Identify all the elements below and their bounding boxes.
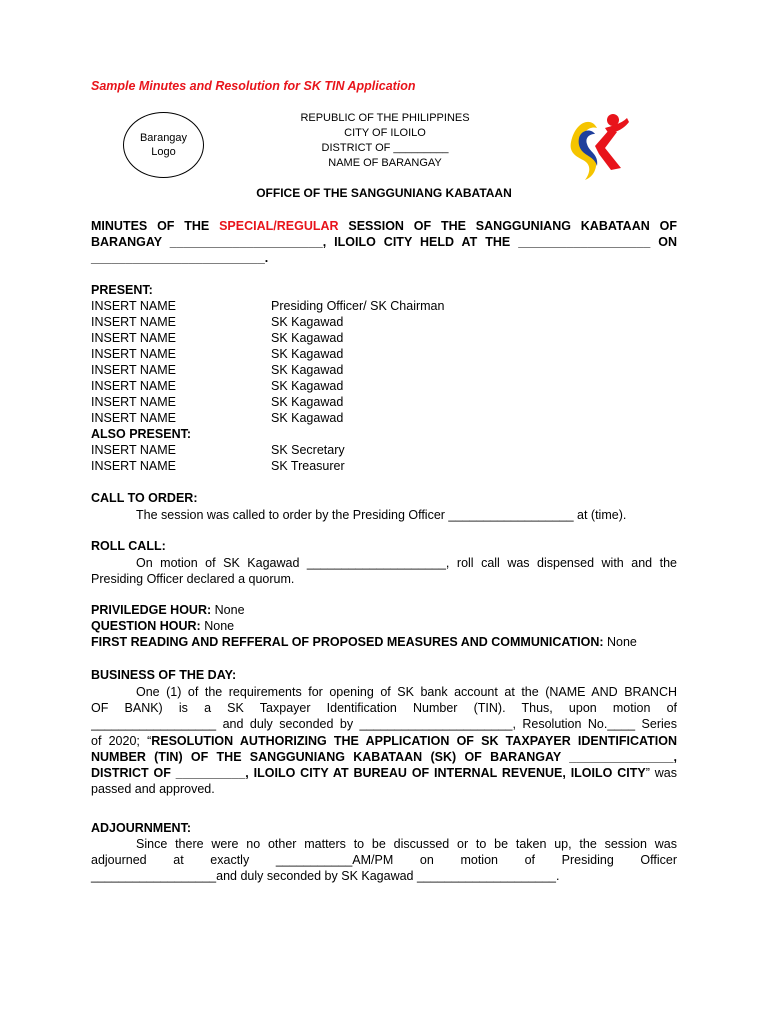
- business-line-6: [91, 765, 677, 781]
- attendee-role: SK Kagawad: [271, 347, 344, 361]
- call-to-order-text: [91, 507, 677, 523]
- header-republic: REPUBLIC OF THE PHILIPPINES: [300, 112, 470, 124]
- attendee-name: INSERT NAME: [91, 395, 176, 409]
- sk-logo-icon: [565, 102, 633, 188]
- question-hour-label: QUESTION HOUR:: [91, 619, 201, 634]
- hours-section: [91, 602, 677, 651]
- attendee-role: SK Kagawad: [271, 363, 344, 377]
- attendee-name: INSERT NAME: [91, 363, 176, 377]
- header-district: DISTRICT OF _________: [321, 142, 449, 154]
- business-text: [91, 684, 677, 797]
- minutes-word: KABATAAN: [580, 219, 650, 233]
- header-city: CITY OF ILOILO: [344, 127, 426, 139]
- business-line-1: One (1) of the requirements for opening of SK bank account at the (NAME AND BRANCH: [136, 685, 677, 699]
- minutes-word: MINUTES: [91, 219, 148, 233]
- attendee-row: [91, 362, 677, 378]
- attendee-name: INSERT NAME: [91, 443, 176, 457]
- attendee-role: SK Kagawad: [271, 411, 344, 425]
- attendee-role: SK Kagawad: [271, 379, 344, 393]
- attendee-role: SK Secretary: [271, 443, 345, 457]
- business-label: BUSINESS OF THE DAY:: [91, 668, 237, 682]
- attendee-name: INSERT NAME: [91, 315, 176, 329]
- letterhead: [250, 111, 520, 171]
- header-barangay: NAME OF BARANGAY: [328, 157, 442, 169]
- office-title: OFFICE OF THE SANGGUNIANG KABATAAN: [256, 186, 512, 200]
- call-to-order-line: The session was called to order by the Presiding Officer __________________ at (time).: [136, 508, 627, 522]
- present-list: [91, 298, 677, 474]
- document-title: Sample Minutes and Resolution for SK TIN Application: [91, 79, 416, 93]
- attendee-name: INSERT NAME: [91, 379, 176, 393]
- first-reading-value: None: [607, 635, 637, 650]
- minutes-word: SESSION: [348, 219, 404, 233]
- minutes-word: OF: [157, 219, 175, 233]
- barangay-logo-placeholder: [123, 112, 204, 178]
- minutes-word: THE: [440, 219, 466, 233]
- privilege-hour-value: None: [214, 603, 245, 617]
- minutes-word: OF: [413, 219, 432, 233]
- attendee-row: [91, 458, 677, 474]
- resolution-title: RESOLUTION AUTHORIZING THE APPLICATION OF SK TAXPAYER IDENTIFICATION: [151, 733, 677, 748]
- first-reading-label: FIRST READING AND REFFERAL OF PROPOSED MEASURES AND COMMUNICATION:: [91, 635, 604, 650]
- attendee-role: SK Treasurer: [271, 459, 345, 473]
- minutes-word: THE: [184, 219, 210, 233]
- roll-call-text: [91, 555, 677, 587]
- business-line-3: __________________ and duly seconded by ______________________, Resolution No.____ Series: [91, 717, 677, 732]
- minutes-line-3: _________________________.: [91, 251, 269, 266]
- present-label: PRESENT:: [91, 283, 153, 297]
- call-to-order-label: CALL TO ORDER:: [91, 491, 198, 505]
- roll-call-line-1: On motion of SK Kagawad ____________________, roll call was dispensed with and the: [136, 556, 677, 570]
- adjournment-text: [91, 836, 677, 885]
- roll-call-line-2: Presiding Officer declared a quorum.: [91, 572, 295, 587]
- minutes-line-2: BARANGAY ______________________, ILOILO CITY HELD AT THE ___________________ ON: [91, 235, 677, 250]
- attendee-row: [91, 330, 677, 346]
- business-line-4a: of 2020; “: [91, 733, 152, 748]
- session-type: SPECIAL/REGULAR: [219, 219, 339, 233]
- adjournment-label: ADJOURNMENT:: [91, 821, 191, 835]
- business-line-4: [91, 733, 677, 749]
- business-line-7: passed and approved.: [91, 782, 215, 797]
- barangay-logo-text-1: Barangay: [139, 132, 188, 144]
- business-line-6b: ” was: [645, 765, 677, 780]
- attendee-role: SK Kagawad: [271, 315, 344, 329]
- attendee-row: [91, 378, 677, 394]
- business-line-6a: DISTRICT OF __________, ILOILO CITY AT BUREAU OF INTERNAL REVENUE, ILOILO CITY: [91, 765, 646, 780]
- question-hour-value: None: [204, 619, 235, 634]
- minutes-word: OF: [659, 219, 677, 233]
- attendee-row: [91, 394, 677, 410]
- attendee-row: [91, 298, 677, 314]
- attendee-role: SK Kagawad: [271, 331, 344, 345]
- attendee-role: Presiding Officer/ SK Chairman: [271, 299, 445, 313]
- attendee-role: SK Kagawad: [271, 395, 344, 409]
- adjournment-line-1: Since there were no other matters to be discussed or to be taken up, the session was: [136, 837, 677, 851]
- barangay-logo-text-2: Logo: [151, 146, 176, 158]
- also-present-label: ALSO PRESENT:: [91, 427, 192, 441]
- attendee-name: INSERT NAME: [91, 459, 176, 473]
- business-line-2: OF BANK) is a SK Taxpayer Identification Number (TIN). Thus, upon motion of: [91, 701, 677, 716]
- attendee-row: [91, 410, 677, 426]
- minutes-heading: [91, 218, 677, 267]
- attendee-name: INSERT NAME: [91, 411, 176, 425]
- adjournment-line-2: adjourned at exactly ___________AM/PM on motion of Presiding Officer: [91, 853, 677, 868]
- attendee-name: INSERT NAME: [91, 331, 176, 345]
- roll-call-label: ROLL CALL:: [91, 539, 166, 553]
- attendee-name: INSERT NAME: [91, 347, 176, 361]
- attendee-name: INSERT NAME: [91, 299, 176, 313]
- privilege-hour-label: PRIVILEDGE HOUR:: [91, 603, 212, 617]
- attendee-row: [91, 314, 677, 330]
- attendee-row: [91, 442, 677, 458]
- minutes-word: SANGGUNIANG: [475, 219, 571, 233]
- attendee-row: [91, 346, 677, 362]
- business-line-5: NUMBER (TIN) OF THE SANGGUNIANG KABATAAN (SK) OF BARANGAY _______________,: [91, 749, 677, 764]
- adjournment-line-3: __________________and duly seconded by SK Kagawad ____________________.: [91, 869, 560, 884]
